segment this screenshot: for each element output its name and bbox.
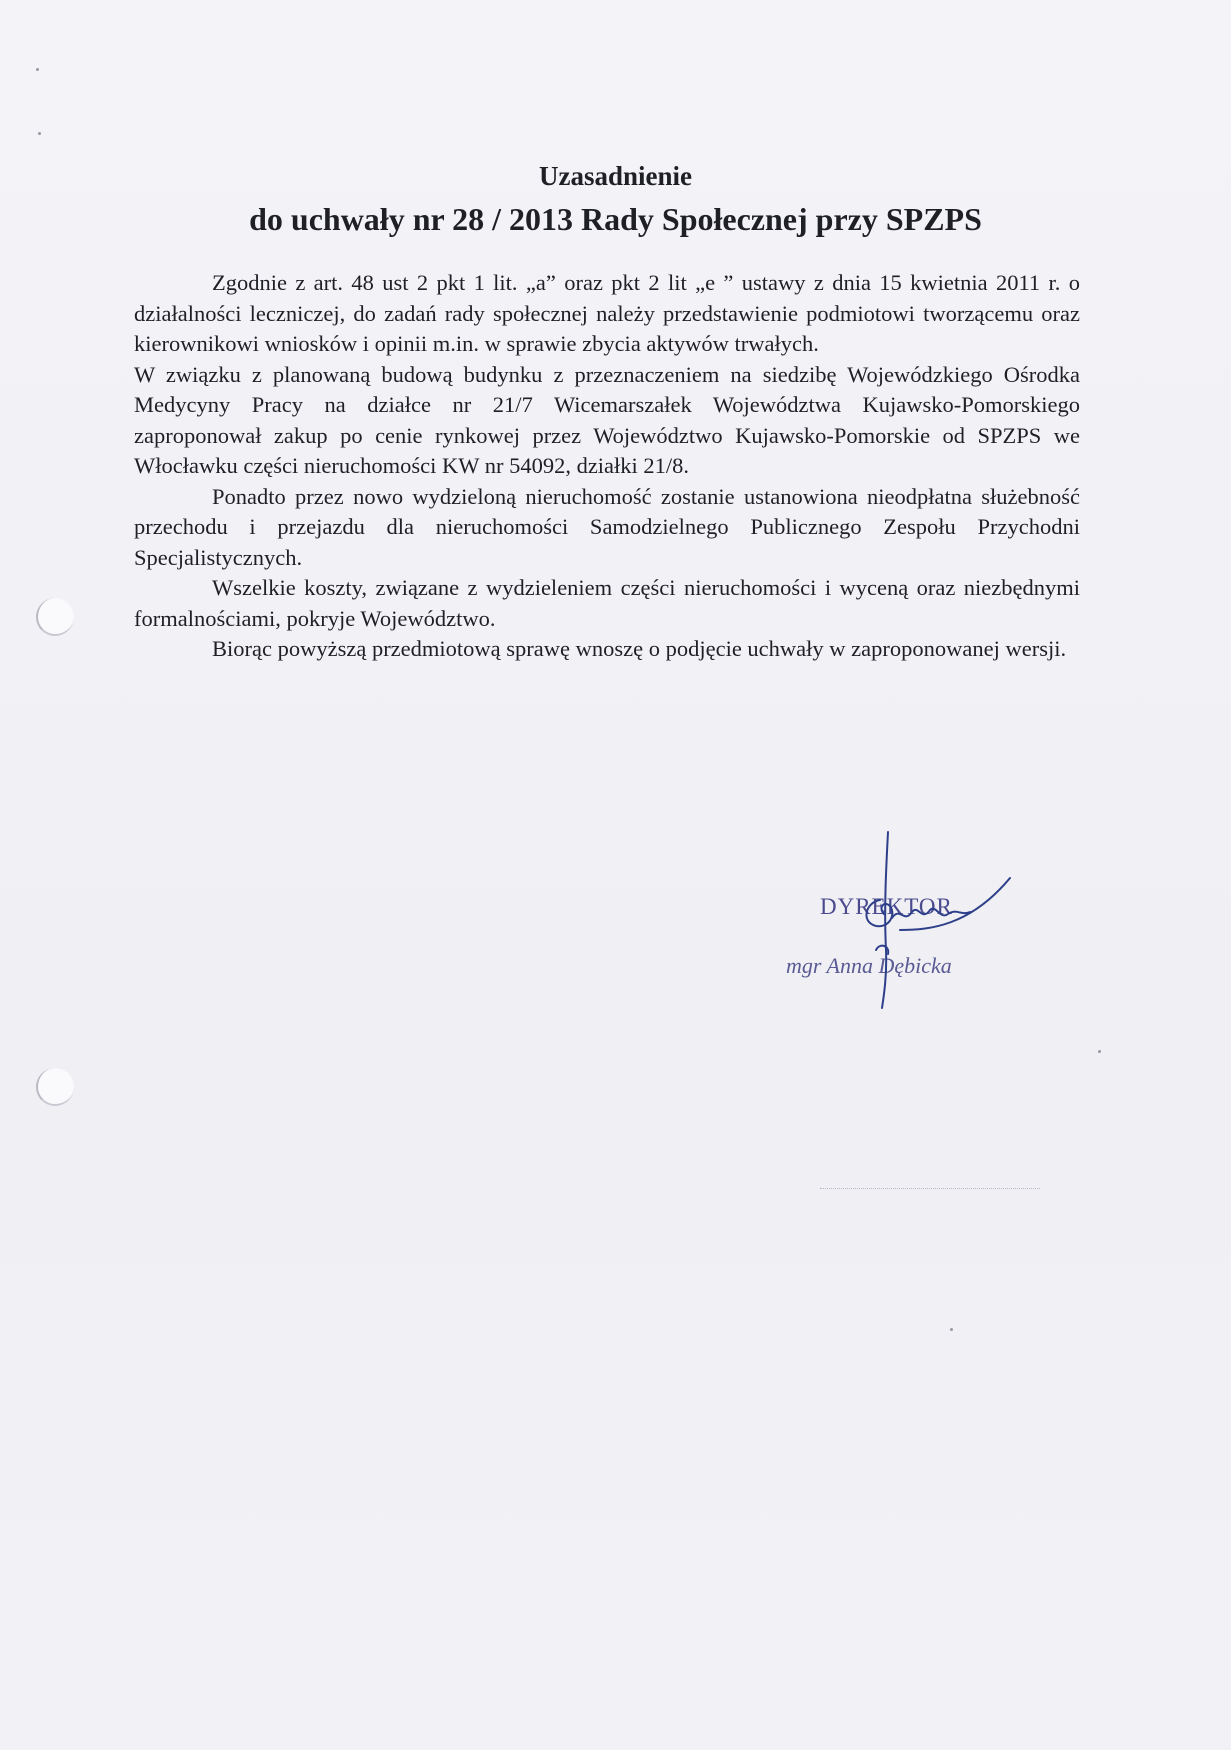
paragraph-legal-basis: Zgodnie z art. 48 ust 2 pkt 1 lit. „a” oraz pkt 2 lit „e ” ustawy z dnia 15 kwietnia 2011 r. o działalności leczniczej, do zadań rady społecznej należy przedstawienie podmiotowi tworzącemu oraz kierownikowi wniosków i opinii m.in. w sprawie zbycia aktywów trwałych. [134,270,1080,356]
paragraph-costs: Wszelkie koszty, związane z wydzieleniem części nieruchomości i wyceną oraz niezbędnymi formalnościami, pokryje Województwo. [134,575,1080,631]
scan-speck [1098,1050,1101,1053]
stamp-name: mgr Anna Dębicka [786,953,952,978]
paragraph-easement: Ponadto przez nowo wydzieloną nieruchomość zostanie ustanowiona nieodpłatna służebność przechodu i przejazdu dla nieruchomości Samodzielnego Publicznego Zespołu Przychodni Specjalistycznych. [134,483,1080,570]
punch-hole-top [36,598,74,636]
scan-speck [950,1328,953,1331]
handwritten-signature [780,830,1040,1020]
scan-speck [38,132,41,135]
director-stamp [780,830,1040,1020]
paragraph-request: Biorąc powyższą przedmiotową sprawę wnoszę o podjęcie uchwały w zaproponowanej wersji. [212,636,1067,661]
scan-speck [36,68,39,71]
document-title: Uzasadnienie [538,161,692,191]
document-subtitle: do uchwały nr 28 / 2013 Rady Społecznej przy SPZPS [249,201,982,237]
punch-hole-bottom [36,1068,74,1106]
dotted-line [820,1188,1040,1190]
paragraph-construction: W związku z planowaną budową budynku z przeznaczeniem na siedzibę Wojewódzkiego Ośrodka Medycyny Pracy na działce nr 21/7 Wicemarszałek Województwa Kujawsko-Pomorskiego zaproponował zakup po cenie rynkowej przez Województwo Kujawsko-Pomorskie od SPZPS we Włocławku części nieruchomości KW nr 54092, działki 21/8. [134,361,1080,478]
document-body [134,268,1080,665]
stamp-title: DYREKTOR [820,894,953,919]
